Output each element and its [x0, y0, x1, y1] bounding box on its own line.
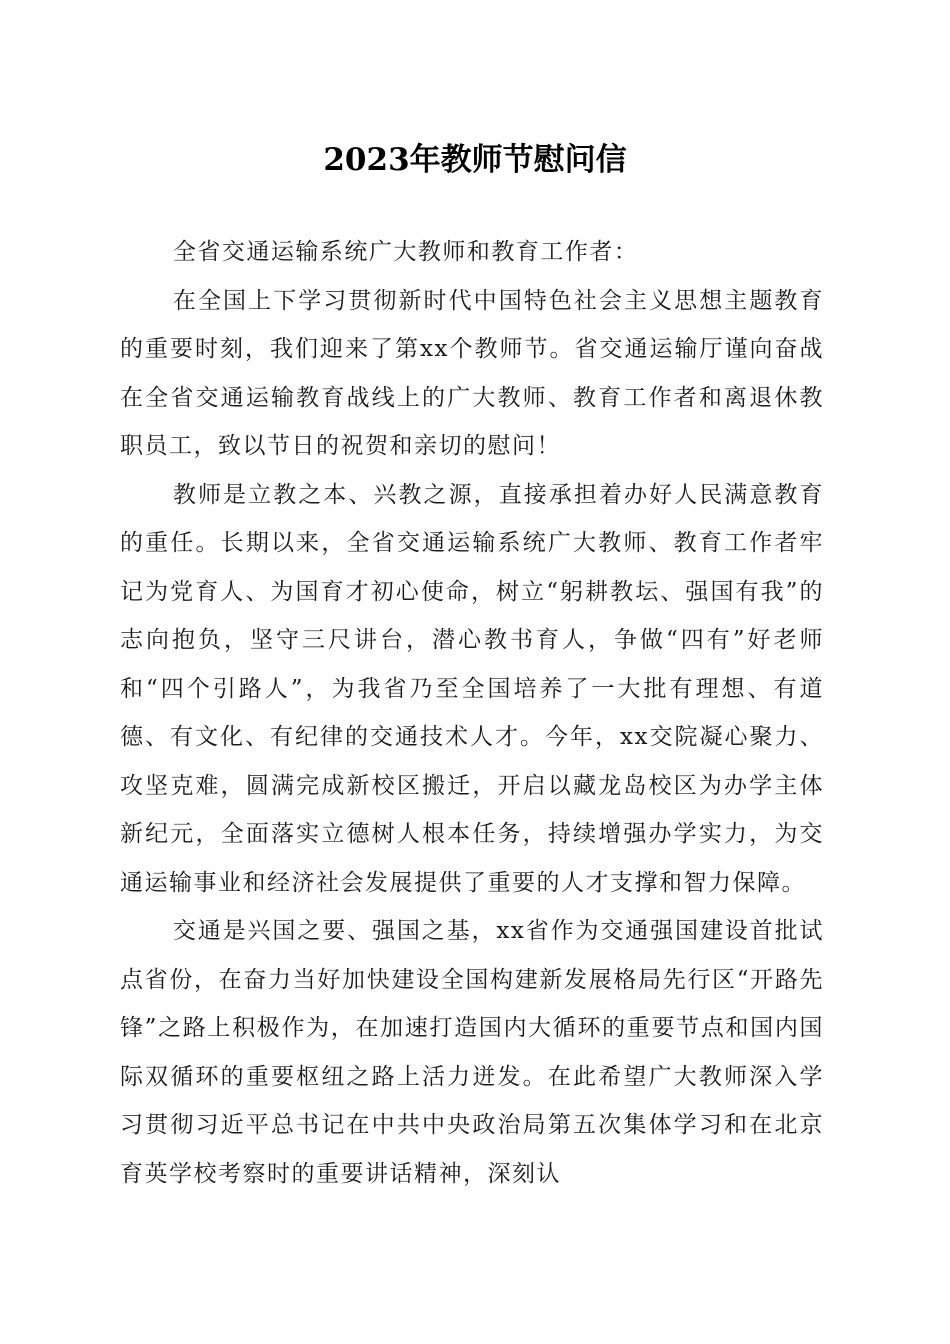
paragraph-3: 交通是兴国之要、强国之基，xx省作为交通强国建设首批试点省份，在奋力当好加快建设全国构建新发展格局先行区“开路先锋”之路上积极作为，在加速打造国内大循环的重要节点和国内国际双循环的重要枢纽之路上活力迸发。在此希望广大教师深入学习贯彻习近平总书记在中共中央政治局第五次集体学习和在北京育英学校考察时的重要讲话精神，深刻认: [120, 918, 824, 1187]
salutation: 全省交通运输系统广大教师和教育工作者：: [172, 239, 639, 265]
paragraph-2: 教师是立教之本、兴教之源，直接承担着办好人民满意教育的重任。长期以来，全省交通运输系统广大教师、教育工作者牢记为党育人、为国育才初心使命，树立“躬耕教坛、强国有我”的志向抱负，坚守三尺讲台，潜心教书育人，争做“四有”好老师和“四个引路人”，为我省乃至全国培养了一大批有理想、有道德、有文化、有纪律的交通技术人才。今年，xx交院凝心聚力、攻坚克难，圆满完成新校区搬迁，开启以藏龙岛校区为办学主体新纪元，全面落实立德树人根本任务，持续增强办学实力，为交通运输事业和经济社会发展提供了重要的人才支撑和智力保障。: [120, 481, 824, 896]
paragraph-1: 在全国上下学习贯彻新时代中国特色社会主义思想主题教育的重要时刻，我们迎来了第xx个教师节。省交通运输厅谨向奋战在全省交通运输教育战线上的广大教师、教育工作者和离退休教职员工，致以节日的祝贺和亲切的慰问！: [120, 287, 824, 459]
letter-body: [120, 228, 824, 1198]
document-title: 2023年教师节慰问信: [323, 142, 627, 178]
